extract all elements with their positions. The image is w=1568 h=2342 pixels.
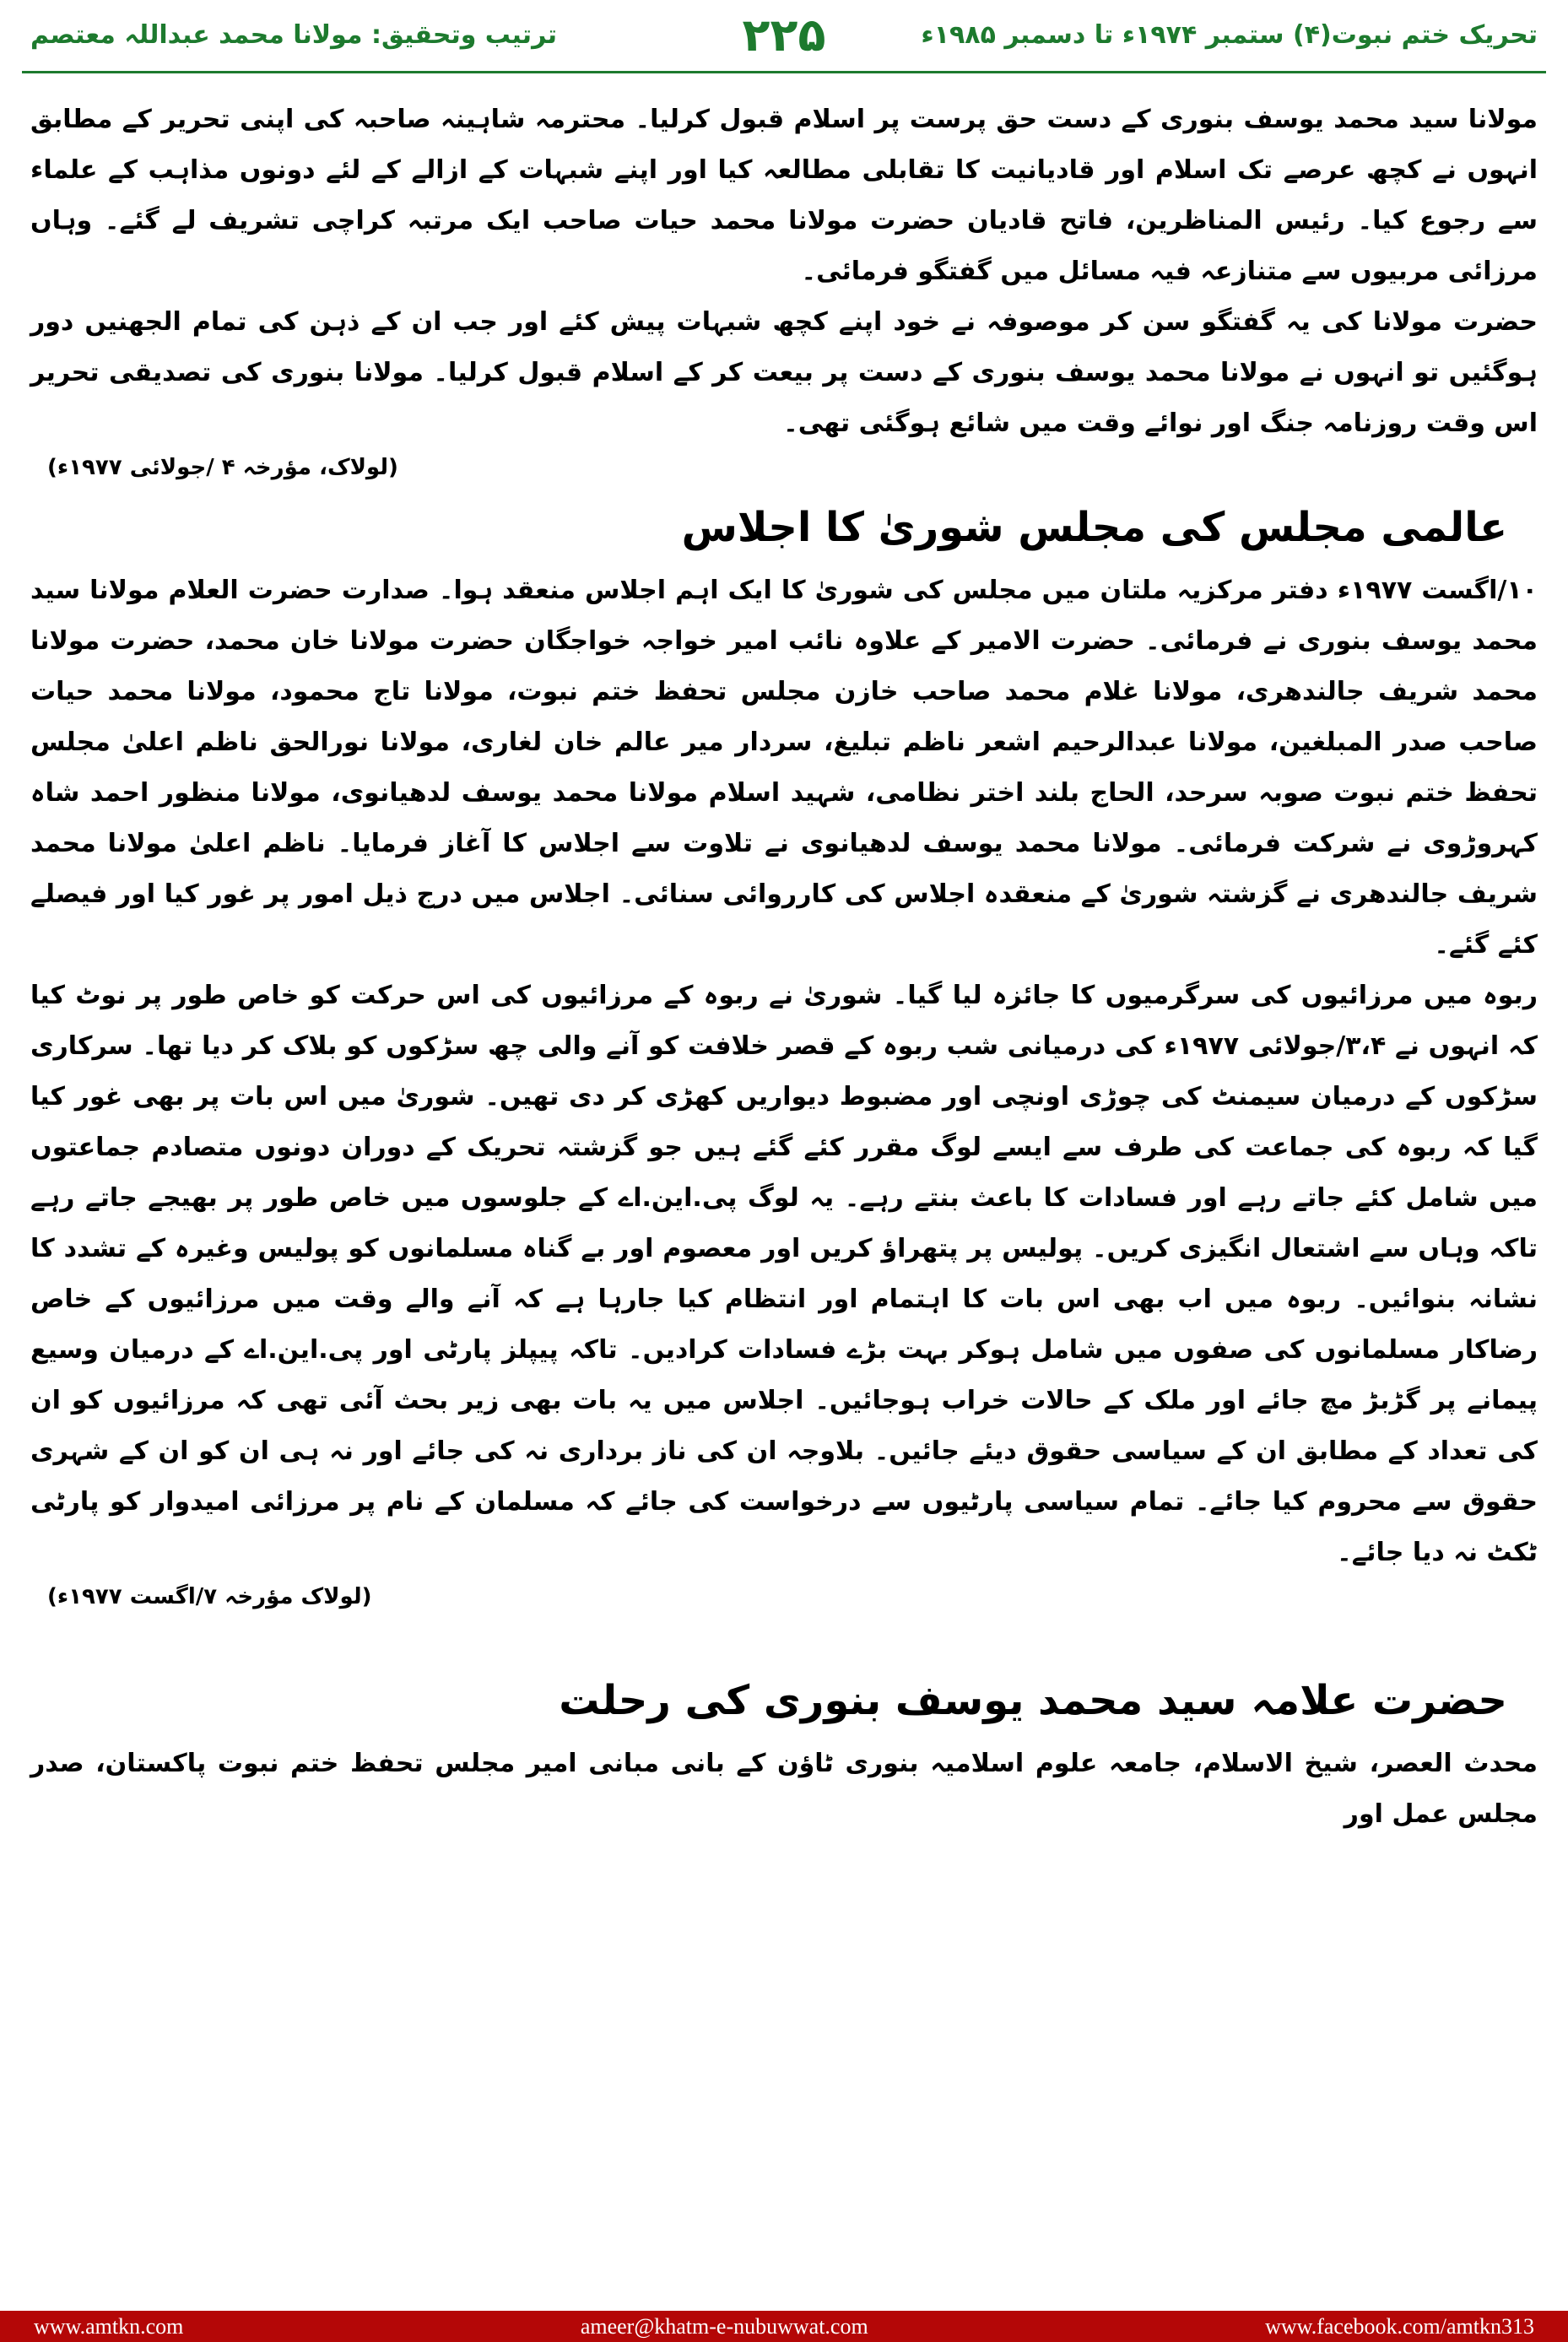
facebook-link[interactable]: www.facebook.com/amtkn313 [1265,2313,1534,2339]
email-link[interactable]: ameer@khatm-e-nubuwwat.com [580,2313,868,2339]
book-title: تحریک ختم نبوت(۴) ستمبر ۱۹۷۴ء تا دسمبر ۱۹۸۵ء [921,20,1538,50]
spacer [30,1615,1538,1659]
paragraph-1: مولانا سید محمد یوسف بنوری کے دست حق پرست پر اسلام قبول کرلیا۔ محترمہ شاہینہ صاحبہ کی اپنی تحریر کے مطابق انہوں نے کچھ عرصے تک اسلام اور قادیانیت کا تقابلی مطالعہ کیا اور اپنے شبہات کے ازالے کے لئے دونوں مذاہب کے علماء سے رجوع کیا۔ رئیس المناظرین، فاتح قادیان حضرت مولانا محمد حیات صاحب ایک مرتبہ کراچی تشریف لے گئے۔ وہاں مرزائی مربیوں سے متنازعہ فیہ مسائل میں گفتگو فرمائی۔ [30,105,1538,286]
citation-1: (لولاک، مؤرخہ ۴ /جولائی ۱۹۷۷ء) [47,455,398,480]
compiler-credit: ترتیب وتحقیق: مولانا محمد عبداللہ معتصم [30,20,557,50]
section-heading-demise: حضرت علامہ سید محمد یوسف بنوری کی رحلت [559,1677,1507,1724]
page-header [0,0,1568,73]
citation-2: (لولاک مؤرخہ ۷/اگست ۱۹۷۷ء) [47,1584,372,1609]
page-footer [0,2311,1568,2342]
paragraph-2: حضرت مولانا کی یہ گفتگو سن کر موصوفہ نے خود اپنے کچھ شبہات پیش کئے اور جب ان کے ذہن کی تمام الجھنیں دور ہوگئیں تو انہوں نے مولانا محمد یوسف بنوری کے دست پر بیعت کر کے اسلام قبول کرلیا۔ مولانا بنوری کی تصدیقی تحریر اس وقت روزنامہ جنگ اور نوائے وقت میں شائع ہوگئی تھی۔ [30,307,1538,438]
paragraph-4: ربوہ میں مرزائیوں کی سرگرمیوں کا جائزہ لیا گیا۔ شوریٰ نے ربوہ کے مرزائیوں کی اس حرکت کو خاص طور پر نوٹ کیا کہ انہوں نے ۳،۴/جولائی ۱۹۷۷ء کی درمیانی شب ربوہ کے قصر خلافت کو آنے والی چھ سڑکوں کو بلاک کر دیا تھا۔ سرکاری سڑکوں کے درمیان سیمنٹ کی چوڑی اونچی اور مضبوط دیواریں کھڑی کر دی تھیں۔ شوریٰ میں اس بات پر بھی غور کیا گیا کہ ربوہ کی جماعت کی طرف سے ایسے لوگ مقرر کئے گئے ہیں جو گزشتہ تحریک کے دوران دونوں متصادم جماعتوں میں شامل کئے جاتے رہے اور فسادات کا باعث بنتے رہے۔ یہ لوگ پی.این.اے کے جلوسوں میں خاص طور پر بھیجے جاتے رہے تاکہ وہاں سے اشتعال انگیزی کریں۔ پولیس پر پتھراؤ کریں اور معصوم اور بے گناہ مسلمانوں کو پولیس وغیرہ کے تشدد کا نشانہ بنوائیں۔ ربوہ میں اب بھی اس بات کا اہتمام اور انتظام کیا جارہا ہے کہ آنے والے وقت میں مرزائیوں کے خاص رضاکار مسلمانوں کی صفوں میں شامل ہوکر بہت بڑے فسادات کرادیں۔ تاکہ پیپلز پارٹی اور پی.این.اے کے درمیان وسیع پیمانے پر گڑبڑ مچ جائے اور ملک کے حالات خراب ہوجائیں۔ اجلاس میں یہ بات بھی زیر بحث آئی تھی کہ مرزائیوں کو ان کی تعداد کے مطابق ان کے سیاسی حقوق دیئے جائیں۔ بلاوجہ ان کی ناز برداری نہ کی جائے اور نہ ہی ان کو ان کے شہری حقوق سے محروم کیا جائے۔ تمام سیاسی پارٹیوں سے درخواست کی جائے کہ مسلمان کے نام پر مرزائی امیدوار کو پارٹی ٹکٹ نہ دیا جائے۔ [30,981,1538,1567]
page-number: ۲۲۵ [742,8,826,62]
website-link[interactable]: www.amtkn.com [34,2313,184,2339]
page-body [30,95,1538,2238]
paragraph-3: ۱۰/اگست ۱۹۷۷ء دفتر مرکزیہ ملتان میں مجلس کی شوریٰ کا ایک اہم اجلاس منعقد ہوا۔ صدارت حضرت العلام مولانا سید محمد یوسف بنوری نے فرمائی۔ حضرت الامیر کے علاوہ نائب امیر خواجہ خواجگان حضرت مولانا خان محمد، حضرت مولانا محمد شریف جالندھری، مولانا غلام محمد صاحب خازن مجلس تحفظ ختم نبوت، مولانا تاج محمود، مولانا محمد حیات صاحب صدر المبلغین، مولانا عبدالرحیم اشعر ناظم تبلیغ، سردار میر عالم خان لغاری، مولانا نورالحق ناظم اعلیٰ مجلس تحفظ ختم نبوت صوبہ سرحد، الحاج بلند اختر نظامی، شہید اسلام مولانا محمد یوسف لدھیانوی، مولانا منظور احمد شاہ کہروڑوی نے شرکت فرمائی۔ مولانا محمد یوسف لدھیانوی نے تلاوت سے اجلاس کا آغاز فرمایا۔ ناظم اعلیٰ مولانا محمد شریف جالندھری نے گزشتہ شوریٰ کے منعقدہ اجلاس کی کارروائی سنائی۔ اجلاس میں درج ذیل امور پر غور کیا اور فیصلے کئے گئے۔ [30,576,1538,960]
paragraph-5: محدث العصر، شیخ الاسلام، جامعہ علوم اسلامیہ بنوری ٹاؤن کے بانی مبانی امیر مجلس تحفظ ختم نبوت پاکستان، صدر مجلس عمل اور [30,1749,1538,1829]
section-heading-shura: عالمی مجلس کی مجلس شوریٰ کا اجلاس [681,504,1507,551]
header-divider [22,71,1546,73]
